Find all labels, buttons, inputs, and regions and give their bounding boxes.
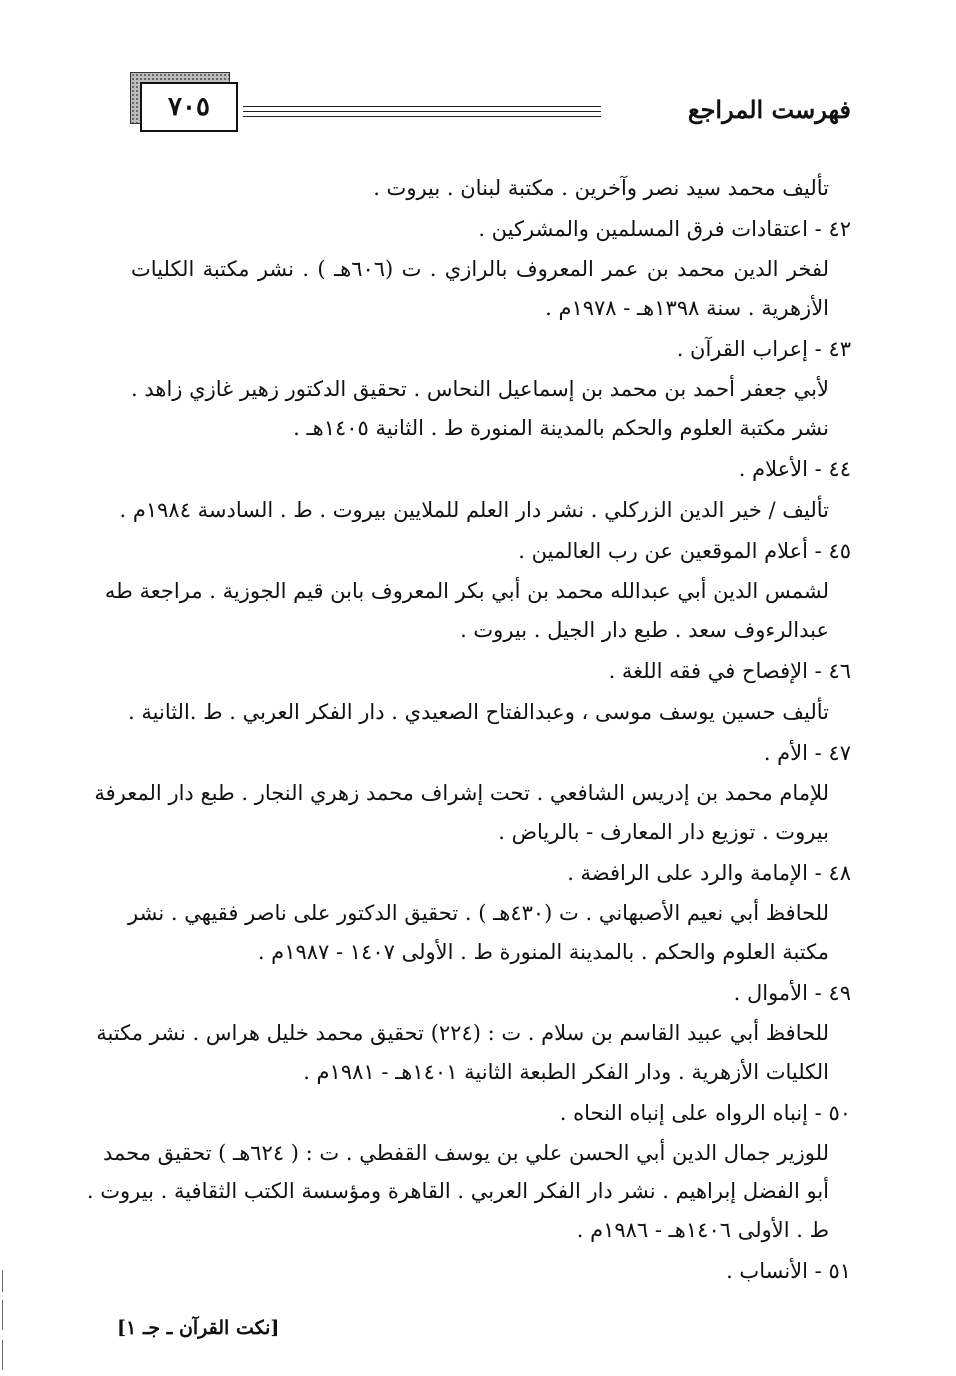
reference-detail-line: أبو الفضل إبراهيم . نشر دار الفكر العربي . القاهرة ومؤسسة الكتب الثقافية . بيروت . xyxy=(86,1179,829,1203)
reference-entry-title: ٤٦ - الإفصاح في فقه اللغة . xyxy=(608,659,851,683)
reference-detail-line: لفخر الدين محمد بن عمر المعروف بالرازي . ت (٦٠٦هـ ) . نشر مكتبة الكليات xyxy=(131,257,829,281)
reference-detail-line: للوزير جمال الدين أبي الحسن علي بن يوسف القفطي . ت : ( ٦٢٤هـ ) تحقيق محمد xyxy=(102,1141,829,1165)
reference-entry-title: ٤٢ - اعتقادات فرق المسلمين والمشركين . xyxy=(478,217,851,241)
reference-entry-title: ٥٠ - إنباه الرواه على إنباه النحاه . xyxy=(559,1101,851,1125)
reference-entry-title: ٤٨ - الإمامة والرد على الرافضة . xyxy=(567,861,851,885)
header-rule xyxy=(243,116,601,117)
reference-detail-line: بيروت . توزيع دار المعارف - بالرياض . xyxy=(498,820,829,844)
scan-margin-mark xyxy=(2,1340,3,1370)
reference-entry-title: ٤٣ - إعراب القرآن . xyxy=(676,337,851,361)
reference-detail-line: الكليات الأزهرية . ودار الفكر الطبعة الثانية ١٤٠١هـ - ١٩٨١م . xyxy=(303,1060,829,1084)
header-rule xyxy=(243,106,601,107)
reference-entry-title: ٤٥ - أعلام الموقعين عن رب العالمين . xyxy=(518,539,851,563)
references-list xyxy=(86,168,851,1292)
reference-detail-line: تأليف حسين يوسف موسى ، وعبدالفتاح الصعيدي . دار الفكر العربي . ط .الثانية . xyxy=(128,700,829,724)
reference-detail-line: لشمس الدين أبي عبدالله محمد بن أبي بكر المعروف بابن قيم الجوزية . مراجعة طه xyxy=(104,579,829,603)
reference-detail-line: مكتبة العلوم والحكم . بالمدينة المنورة ط . الأولى ١٤٠٧ - ١٩٨٧م . xyxy=(257,940,829,964)
reference-detail-line: ط . الأولى ١٤٠٦هـ - ١٩٨٦م . xyxy=(576,1218,829,1242)
scan-margin-mark xyxy=(2,1300,3,1330)
reference-detail-line: نشر مكتبة العلوم والحكم بالمدينة المنورة ط . الثانية ١٤٠٥هـ . xyxy=(293,416,829,440)
reference-detail-line: تأليف / خير الدين الزركلي . نشر دار العلم للملايين بيروت . ط . السادسة ١٩٨٤م . xyxy=(119,498,829,522)
reference-detail-line: الأزهرية . سنة ١٣٩٨هـ - ١٩٧٨م . xyxy=(545,296,829,320)
footer-book-title: [نكت القرآن ـ جـ ١] xyxy=(117,1317,280,1339)
reference-detail-line: عبدالرءوف سعد . طبع دار الجيل . بيروت . xyxy=(460,618,829,642)
reference-detail-line: لأبي جعفر أحمد بن محمد بن إسماعيل النحاس . تحقيق الدكتور زهير غازي زاهد . xyxy=(131,377,829,401)
reference-entry-title: ٤٤ - الأعلام . xyxy=(738,457,851,481)
header-title: فهرست المراجع xyxy=(687,95,851,124)
reference-detail-line: للحافظ أبي نعيم الأصبهاني . ت (٤٣٠هـ ) . تحقيق الدكتور على ناصر فقيهي . نشر xyxy=(128,901,829,925)
reference-entry-title: ٤٩ - الأموال . xyxy=(733,981,851,1005)
reference-detail-line: للحافظ أبي عبيد القاسم بن سلام . ت : (٢٢٤) تحقيق محمد خليل هراس . نشر مكتبة xyxy=(96,1021,829,1045)
reference-entry-title: ٥١ - الأنساب . xyxy=(726,1259,851,1283)
scan-margin-mark xyxy=(2,1270,3,1292)
reference-detail-line: للإمام محمد بن إدريس الشافعي . تحت إشراف محمد زهري النجار . طبع دار المعرفة xyxy=(94,781,829,805)
header-rule xyxy=(243,111,601,112)
page-number: ٧٠٥ xyxy=(140,82,238,132)
reference-detail-line: تأليف محمد سيد نصر وآخرين . مكتبة لبنان . بيروت . xyxy=(373,176,829,200)
reference-entry-title: ٤٧ - الأم . xyxy=(763,741,851,765)
